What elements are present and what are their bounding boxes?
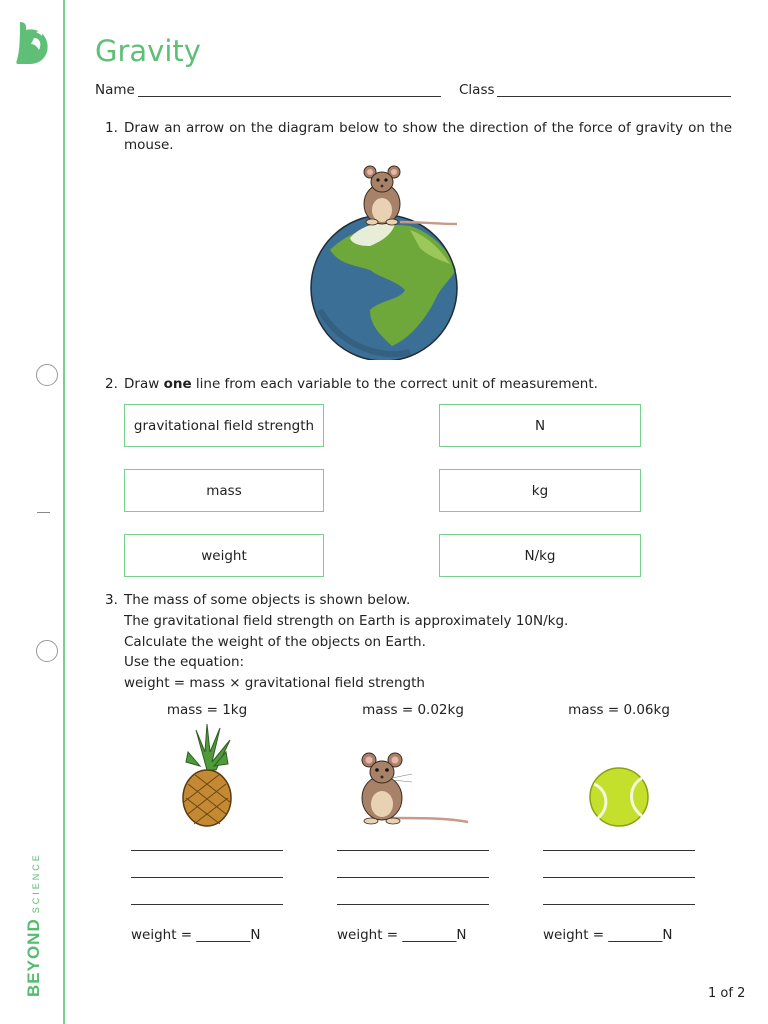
- unit-box-3[interactable]: N/kg: [439, 534, 641, 577]
- mass-label-tennis-ball: mass = 0.06kg: [568, 702, 670, 718]
- answer-line[interactable]: [337, 904, 489, 905]
- question-3-number: 3.: [105, 592, 118, 608]
- question-1: [105, 120, 735, 160]
- name-field-line[interactable]: [138, 96, 441, 97]
- question-2-text: [124, 376, 598, 393]
- mouse-small-icon: [352, 748, 472, 828]
- answer-line[interactable]: [131, 904, 283, 905]
- page-title: Gravity: [95, 34, 201, 68]
- tennis-ball-icon: [586, 766, 652, 828]
- answer-line[interactable]: [543, 904, 695, 905]
- brand-vertical: [24, 852, 44, 997]
- weight-answer-tennis-ball[interactable]: weight = ________N: [543, 927, 673, 943]
- question-3-line-3: Calculate the weight of the objects on Earth.: [124, 634, 426, 650]
- answer-line[interactable]: [131, 850, 283, 851]
- punch-hole-top: [36, 364, 58, 386]
- variable-box-1[interactable]: gravitational field strength: [124, 404, 324, 447]
- question-2-text-bold: one: [163, 376, 192, 392]
- class-field-line[interactable]: [497, 96, 731, 97]
- mass-label-pineapple: mass = 1kg: [166, 702, 248, 718]
- question-3-equation: weight = mass × gravitational field strength: [124, 675, 425, 691]
- answer-line[interactable]: [131, 877, 283, 878]
- mouse-icon: [364, 166, 457, 225]
- question-2-text-post: line from each variable to the correct unit of measurement.: [191, 376, 598, 392]
- fold-mark: [37, 512, 50, 513]
- brand-word-science: SCIENCE: [31, 852, 41, 914]
- question-1-number: 1.: [105, 120, 118, 136]
- brand-word-beyond: BEYOND: [24, 918, 43, 997]
- answer-line[interactable]: [543, 877, 695, 878]
- punch-hole-bottom: [36, 640, 58, 662]
- earth-icon: [311, 215, 457, 360]
- variable-box-3[interactable]: weight: [124, 534, 324, 577]
- question-2-number: 2.: [105, 376, 118, 392]
- variable-box-2[interactable]: mass: [124, 469, 324, 512]
- page-number: 1 of 2: [708, 986, 746, 1001]
- question-3-line-2: The gravitational field strength on Earth is approximately 10N/kg.: [124, 613, 569, 629]
- weight-answer-pineapple[interactable]: weight = ________N: [131, 927, 261, 943]
- question-2: [105, 376, 735, 394]
- question-2-text-pre: Draw: [124, 376, 164, 392]
- question-3-line-1: The mass of some objects is shown below.: [124, 592, 411, 608]
- weight-answer-mouse[interactable]: weight = ________N: [337, 927, 467, 943]
- margin-line: [63, 0, 65, 1024]
- class-label: Class: [459, 82, 495, 98]
- mass-label-mouse: mass = 0.02kg: [362, 702, 464, 718]
- question-3-line-4: Use the equation:: [124, 654, 245, 670]
- answer-line[interactable]: [337, 877, 489, 878]
- name-label: Name: [95, 82, 135, 98]
- unit-box-1[interactable]: N: [439, 404, 641, 447]
- question-1-text: Draw an arrow on the diagram below to show the direction of the force of gravity on the mouse.: [124, 120, 732, 153]
- pineapple-icon: [176, 722, 238, 828]
- answer-line[interactable]: [543, 850, 695, 851]
- answer-line[interactable]: [337, 850, 489, 851]
- unit-box-2[interactable]: kg: [439, 469, 641, 512]
- mouse-on-earth-image[interactable]: [300, 160, 470, 360]
- beyond-logo-icon: [14, 20, 52, 66]
